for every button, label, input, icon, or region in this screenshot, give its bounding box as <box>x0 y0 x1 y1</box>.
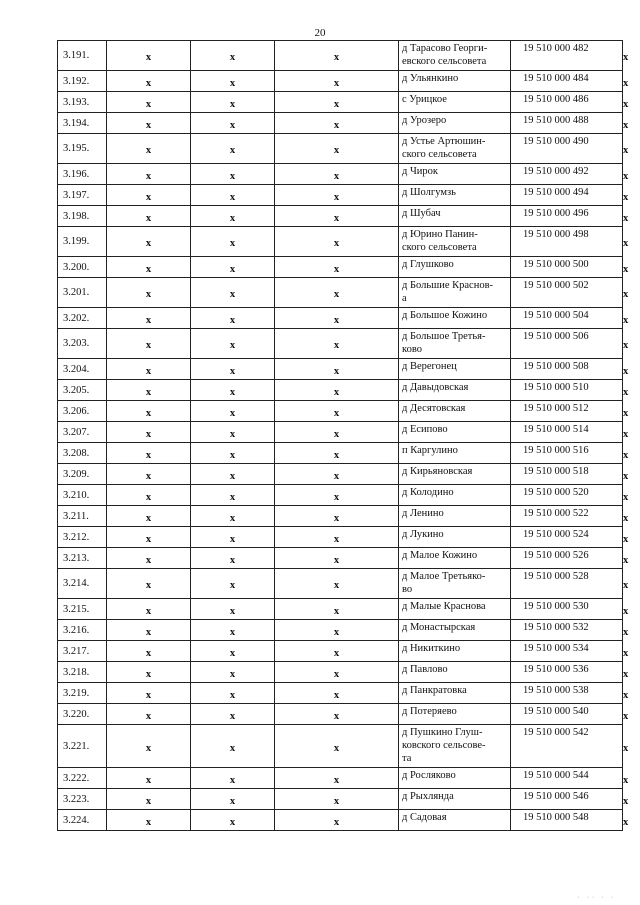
mark-cell: x <box>191 683 275 704</box>
mark-cell: x <box>107 506 191 527</box>
mark-cell: x <box>275 789 399 810</box>
mark-cell: x <box>191 257 275 278</box>
mark-cell: x <box>107 704 191 725</box>
table-row: 3.215. x x x д Малые Краснова 19 510 000 530 x <box>58 599 623 620</box>
settlement-name: д Юрино Панин- ского сельсовета <box>399 227 511 257</box>
table-row: 3.220. x x x д Потеряево 19 510 000 540 x <box>58 704 623 725</box>
settlement-name: д Рыхлянда <box>399 789 511 810</box>
table-row: 3.193. x x x с Урицкое 19 510 000 486 x <box>58 92 623 113</box>
table-row: 3.209. x x x д Кирьяновская 19 510 000 518 x <box>58 464 623 485</box>
mark-cell: x <box>107 401 191 422</box>
mark-cell: x <box>275 227 399 257</box>
mark-cell: x <box>191 789 275 810</box>
oktmo-code: 19 510 000 530 <box>511 599 623 620</box>
row-number: 3.213. <box>58 548 107 569</box>
mark-cell: x <box>275 359 399 380</box>
oktmo-code: 19 510 000 502 <box>511 278 623 308</box>
table-row: 3.202. x x x д Большое Кожино 19 510 000 504 x <box>58 308 623 329</box>
oktmo-code: 19 510 000 526 <box>511 548 623 569</box>
oktmo-code: 19 510 000 488 <box>511 113 623 134</box>
row-number: 3.201. <box>58 278 107 308</box>
mark-cell: x <box>191 227 275 257</box>
table-row: 3.191. x x x д Тарасово Георги- евского сельсовета 19 510 000 482 x <box>58 41 623 71</box>
oktmo-code: 19 510 000 482 <box>511 41 623 71</box>
oktmo-code: 19 510 000 492 <box>511 164 623 185</box>
settlement-name: д Росляково <box>399 768 511 789</box>
mark-cell: x <box>107 683 191 704</box>
settlement-name: д Панкратовка <box>399 683 511 704</box>
mark-cell: x <box>275 164 399 185</box>
mark-cell: x <box>275 506 399 527</box>
mark-cell: x <box>275 329 399 359</box>
oktmo-code: 19 510 000 544 <box>511 768 623 789</box>
table-row: 3.198. x x x д Шубач 19 510 000 496 x <box>58 206 623 227</box>
oktmo-code: 19 510 000 510 <box>511 380 623 401</box>
mark-cell: x <box>191 725 275 768</box>
mark-cell: x <box>191 113 275 134</box>
oktmo-code: 19 510 000 522 <box>511 506 623 527</box>
mark-cell: x <box>191 185 275 206</box>
mark-cell: x <box>275 185 399 206</box>
table-row: 3.197. x x x д Шолгумзь 19 510 000 494 x <box>58 185 623 206</box>
settlement-name: д Павлово <box>399 662 511 683</box>
row-number: 3.202. <box>58 308 107 329</box>
mark-cell: x <box>107 41 191 71</box>
mark-cell: x <box>275 569 399 599</box>
row-number: 3.224. <box>58 810 107 831</box>
mark-cell: x <box>107 71 191 92</box>
settlement-name: д Большое Третья- ково <box>399 329 511 359</box>
mark-cell: x <box>107 464 191 485</box>
mark-cell: x <box>107 599 191 620</box>
mark-cell: x <box>107 359 191 380</box>
mark-cell: x <box>191 620 275 641</box>
mark-cell: x <box>275 768 399 789</box>
mark-cell: x <box>275 206 399 227</box>
row-number: 3.204. <box>58 359 107 380</box>
oktmo-code: 19 510 000 538 <box>511 683 623 704</box>
settlement-name: д Ульянкино <box>399 71 511 92</box>
settlement-name: д Верегонец <box>399 359 511 380</box>
row-number: 3.212. <box>58 527 107 548</box>
table-row: 3.213. x x x д Малое Кожино 19 510 000 526 x <box>58 548 623 569</box>
row-number: 3.223. <box>58 789 107 810</box>
table-row: 3.217. x x x д Никиткино 19 510 000 534 x <box>58 641 623 662</box>
table-row: 3.210. x x x д Колодино 19 510 000 520 x <box>58 485 623 506</box>
mark-cell: x <box>107 789 191 810</box>
oktmo-code: 19 510 000 514 <box>511 422 623 443</box>
row-number: 3.218. <box>58 662 107 683</box>
mark-cell: x <box>191 768 275 789</box>
table-row: 3.224. x x x д Садовая 19 510 000 548 x <box>58 810 623 831</box>
mark-cell: x <box>191 641 275 662</box>
mark-cell: x <box>191 810 275 831</box>
oktmo-code: 19 510 000 534 <box>511 641 623 662</box>
settlement-name: д Потеряево <box>399 704 511 725</box>
table-row: 3.216. x x x д Монастырская 19 510 000 532 x <box>58 620 623 641</box>
mark-cell: x <box>191 662 275 683</box>
mark-cell: x <box>275 683 399 704</box>
row-number: 3.210. <box>58 485 107 506</box>
table-row: 3.196. x x x д Чирок 19 510 000 492 x <box>58 164 623 185</box>
row-number: 3.217. <box>58 641 107 662</box>
mark-cell: x <box>191 506 275 527</box>
settlement-name: д Шубач <box>399 206 511 227</box>
mark-cell: x <box>275 257 399 278</box>
row-number: 3.214. <box>58 569 107 599</box>
settlement-name: д Глушково <box>399 257 511 278</box>
mark-cell: x <box>107 810 191 831</box>
row-number: 3.196. <box>58 164 107 185</box>
row-number: 3.205. <box>58 380 107 401</box>
oktmo-code: 19 510 000 524 <box>511 527 623 548</box>
table-row: 3.223. x x x д Рыхлянда 19 510 000 546 x <box>58 789 623 810</box>
row-number: 3.208. <box>58 443 107 464</box>
table-row: 3.192. x x x д Ульянкино 19 510 000 484 x <box>58 71 623 92</box>
table-row: 3.195. x x x д Устье Артюшин- ского сельсовета 19 510 000 490 x <box>58 134 623 164</box>
mark-cell: x <box>191 71 275 92</box>
mark-cell: x <box>275 380 399 401</box>
mark-cell: x <box>191 41 275 71</box>
row-number: 3.199. <box>58 227 107 257</box>
mark-cell: x <box>275 71 399 92</box>
settlement-name: д Ленино <box>399 506 511 527</box>
settlement-name: д Устье Артюшин- ского сельсовета <box>399 134 511 164</box>
settlements-table <box>57 40 629 831</box>
row-number: 3.221. <box>58 725 107 768</box>
mark-cell: x <box>275 113 399 134</box>
row-number: 3.195. <box>58 134 107 164</box>
table-row: 3.200. x x x д Глушково 19 510 000 500 x <box>58 257 623 278</box>
settlement-name: д Колодино <box>399 485 511 506</box>
settlement-name: д Малое Кожино <box>399 548 511 569</box>
mark-cell: x <box>107 164 191 185</box>
row-number: 3.211. <box>58 506 107 527</box>
mark-cell: x <box>275 443 399 464</box>
mark-cell: x <box>107 569 191 599</box>
oktmo-code: 19 510 000 518 <box>511 464 623 485</box>
table-row: 3.208. x x x п Каргулино 19 510 000 516 x <box>58 443 623 464</box>
mark-cell: x <box>275 422 399 443</box>
mark-cell: x <box>107 185 191 206</box>
settlement-name: д Пушкино Глуш- ковского сельсове- та <box>399 725 511 768</box>
mark-cell: x <box>107 768 191 789</box>
oktmo-code: 19 510 000 546 <box>511 789 623 810</box>
oktmo-code: 19 510 000 536 <box>511 662 623 683</box>
page-number: 20 <box>314 27 326 39</box>
settlement-name: д Десятовская <box>399 401 511 422</box>
mark-cell: x <box>191 329 275 359</box>
mark-cell: x <box>107 641 191 662</box>
row-number: 3.207. <box>58 422 107 443</box>
settlement-name: д Давыдовская <box>399 380 511 401</box>
oktmo-code: 19 510 000 548 <box>511 810 623 831</box>
mark-cell: x <box>275 464 399 485</box>
settlement-name: д Тарасово Георги- евского сельсовета <box>399 41 511 71</box>
mark-cell: x <box>191 422 275 443</box>
row-number: 3.197. <box>58 185 107 206</box>
row-number: 3.215. <box>58 599 107 620</box>
row-number: 3.206. <box>58 401 107 422</box>
mark-cell: x <box>275 401 399 422</box>
mark-cell: x <box>107 308 191 329</box>
mark-cell: x <box>275 134 399 164</box>
scan-artifact: · ·· · · <box>577 895 616 901</box>
oktmo-code: 19 510 000 516 <box>511 443 623 464</box>
oktmo-code: 19 510 000 520 <box>511 485 623 506</box>
row-number: 3.216. <box>58 620 107 641</box>
mark-cell: x <box>275 92 399 113</box>
oktmo-code: 19 510 000 540 <box>511 704 623 725</box>
mark-cell: x <box>275 599 399 620</box>
settlement-name: д Малые Краснова <box>399 599 511 620</box>
row-number: 3.191. <box>58 41 107 71</box>
settlement-name: д Большие Краснов- а <box>399 278 511 308</box>
settlement-name: д Малое Третьяко- во <box>399 569 511 599</box>
oktmo-code: 19 510 000 496 <box>511 206 623 227</box>
mark-cell: x <box>191 164 275 185</box>
mark-cell: x <box>107 92 191 113</box>
oktmo-code: 19 510 000 498 <box>511 227 623 257</box>
mark-cell: x <box>275 662 399 683</box>
mark-cell: x <box>275 485 399 506</box>
mark-cell: x <box>275 527 399 548</box>
oktmo-code: 19 510 000 508 <box>511 359 623 380</box>
row-number: 3.198. <box>58 206 107 227</box>
mark-cell: x <box>191 569 275 599</box>
mark-cell: x <box>191 308 275 329</box>
oktmo-code: 19 510 000 494 <box>511 185 623 206</box>
settlement-name: с Урицкое <box>399 92 511 113</box>
settlement-name: д Есипово <box>399 422 511 443</box>
mark-cell: x <box>191 206 275 227</box>
mark-cell: x <box>275 41 399 71</box>
mark-cell: x <box>107 278 191 308</box>
table-row: 3.212. x x x д Лукино 19 510 000 524 x <box>58 527 623 548</box>
table-row: 3.201. x x x д Большие Краснов- а 19 510 000 502 x <box>58 278 623 308</box>
settlement-name: д Урозеро <box>399 113 511 134</box>
table-row: 3.214. x x x д Малое Третьяко- во 19 510 000 528 x <box>58 569 623 599</box>
mark-cell: x <box>275 641 399 662</box>
mark-cell: x <box>191 278 275 308</box>
oktmo-code: 19 510 000 542 <box>511 725 623 768</box>
mark-cell: x <box>107 113 191 134</box>
row-number: 3.203. <box>58 329 107 359</box>
mark-cell: x <box>107 206 191 227</box>
mark-cell: x <box>107 620 191 641</box>
table-row: 3.207. x x x д Есипово 19 510 000 514 x <box>58 422 623 443</box>
mark-cell: x <box>107 134 191 164</box>
mark-cell: x <box>275 704 399 725</box>
mark-cell: x <box>275 278 399 308</box>
mark-cell: x <box>107 422 191 443</box>
table-row: 3.219. x x x д Панкратовка 19 510 000 538 x <box>58 683 623 704</box>
row-number: 3.219. <box>58 683 107 704</box>
settlement-name: д Чирок <box>399 164 511 185</box>
settlement-name: д Никиткино <box>399 641 511 662</box>
settlement-name: д Садовая <box>399 810 511 831</box>
table-row: 3.211. x x x д Ленино 19 510 000 522 x <box>58 506 623 527</box>
mark-cell: x <box>191 704 275 725</box>
table-row: 3.194. x x x д Урозеро 19 510 000 488 x <box>58 113 623 134</box>
mark-cell: x <box>107 443 191 464</box>
mark-cell: x <box>191 443 275 464</box>
mark-cell: x <box>191 359 275 380</box>
mark-cell: x <box>191 485 275 506</box>
mark-cell: x <box>107 329 191 359</box>
row-number: 3.200. <box>58 257 107 278</box>
mark-cell: x <box>191 464 275 485</box>
table-row: 3.221. x x x д Пушкино Глуш- ковского сельсове- та 19 510 000 542 x <box>58 725 623 768</box>
settlement-name: д Шолгумзь <box>399 185 511 206</box>
table-row: 3.199. x x x д Юрино Панин- ского сельсовета 19 510 000 498 x <box>58 227 623 257</box>
mark-cell: x <box>275 810 399 831</box>
table-row: 3.222. x x x д Росляково 19 510 000 544 x <box>58 768 623 789</box>
oktmo-code: 19 510 000 506 <box>511 329 623 359</box>
mark-cell: x <box>107 662 191 683</box>
mark-cell: x <box>275 548 399 569</box>
row-number: 3.222. <box>58 768 107 789</box>
mark-cell: x <box>107 548 191 569</box>
settlement-name: д Лукино <box>399 527 511 548</box>
mark-cell: x <box>107 257 191 278</box>
mark-cell: x <box>107 380 191 401</box>
oktmo-code: 19 510 000 504 <box>511 308 623 329</box>
table-row: 3.218. x x x д Павлово 19 510 000 536 x <box>58 662 623 683</box>
oktmo-code: 19 510 000 500 <box>511 257 623 278</box>
row-number: 3.192. <box>58 71 107 92</box>
table-row: 3.206. x x x д Десятовская 19 510 000 512 x <box>58 401 623 422</box>
mark-cell: x <box>191 548 275 569</box>
oktmo-code: 19 510 000 528 <box>511 569 623 599</box>
row-number: 3.209. <box>58 464 107 485</box>
mark-cell: x <box>275 725 399 768</box>
mark-cell: x <box>191 527 275 548</box>
row-number: 3.220. <box>58 704 107 725</box>
mark-cell: x <box>191 92 275 113</box>
settlement-name: д Монастырская <box>399 620 511 641</box>
mark-cell: x <box>191 380 275 401</box>
settlement-name: д Большое Кожино <box>399 308 511 329</box>
mark-cell: x <box>107 725 191 768</box>
mark-cell: x <box>191 401 275 422</box>
mark-cell: x <box>191 134 275 164</box>
mark-cell: x <box>107 227 191 257</box>
oktmo-code: 19 510 000 512 <box>511 401 623 422</box>
oktmo-code: 19 510 000 486 <box>511 92 623 113</box>
mark-cell: x <box>275 308 399 329</box>
settlement-name: п Каргулино <box>399 443 511 464</box>
table-row: 3.204. x x x д Верегонец 19 510 000 508 x <box>58 359 623 380</box>
mark-cell: x <box>107 485 191 506</box>
mark-cell: x <box>107 527 191 548</box>
table-row: 3.203. x x x д Большое Третья- ково 19 510 000 506 x <box>58 329 623 359</box>
mark-cell: x <box>275 620 399 641</box>
oktmo-code: 19 510 000 490 <box>511 134 623 164</box>
oktmo-code: 19 510 000 532 <box>511 620 623 641</box>
settlement-name: д Кирьяновская <box>399 464 511 485</box>
row-number: 3.194. <box>58 113 107 134</box>
oktmo-code: 19 510 000 484 <box>511 71 623 92</box>
row-number: 3.193. <box>58 92 107 113</box>
mark-cell: x <box>191 599 275 620</box>
table-row: 3.205. x x x д Давыдовская 19 510 000 510 x <box>58 380 623 401</box>
